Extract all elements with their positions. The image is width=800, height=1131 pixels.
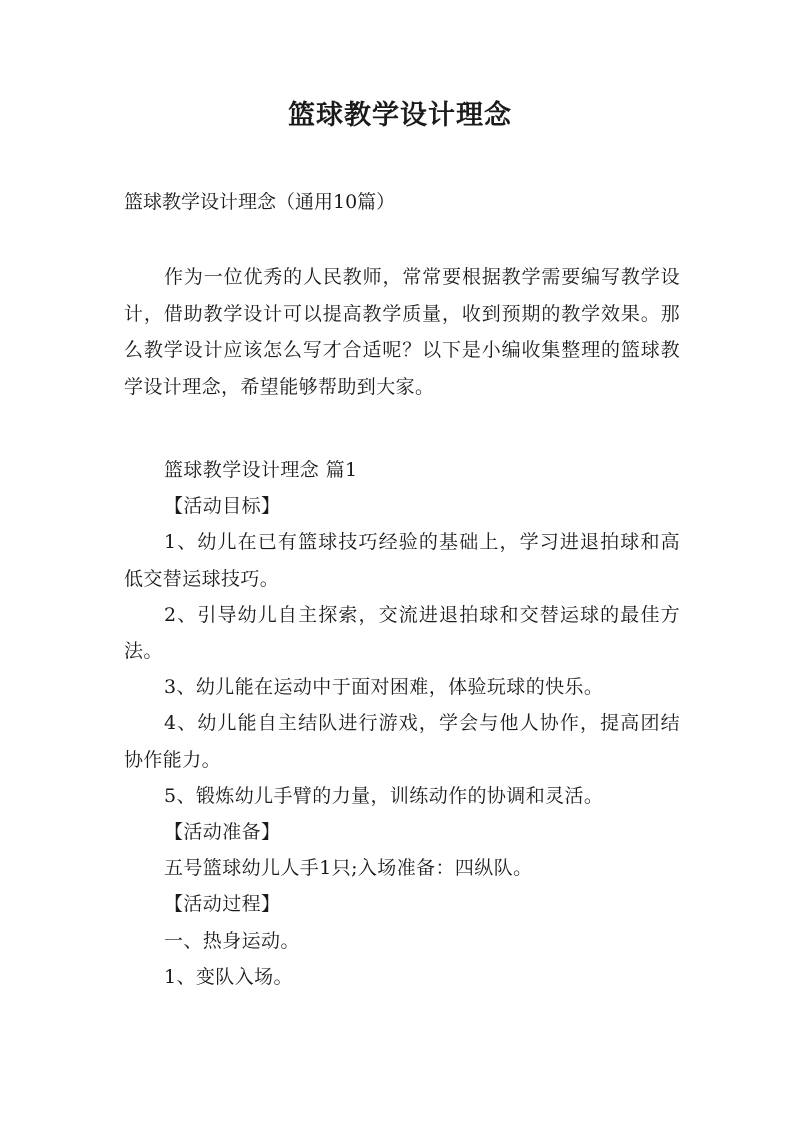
- document-subtitle: 篮球教学设计理念（通用10篇）: [124, 191, 396, 213]
- goal-item-5: 5、锻炼幼儿手臂的力量，训练动作的协调和灵活。: [164, 784, 604, 807]
- goal-item-3: 3、幼儿能在运动中于面对困难，体验玩球的快乐。: [164, 676, 604, 699]
- prep-item: 五号篮球幼儿人手1只;入场准备：四纵队。: [164, 857, 533, 880]
- section-1: [124, 452, 680, 995]
- process-label: 【活动过程】: [164, 893, 281, 916]
- section-heading: 篮球教学设计理念 篇1: [164, 459, 358, 481]
- prep-label: 【活动准备】: [164, 821, 281, 844]
- goal-item-2: 2、引导幼儿自主探索，交流进退拍球和交替运球的最佳方法。: [124, 603, 680, 663]
- goals-label: 【活动目标】: [164, 495, 281, 518]
- document-title: 篮球教学设计理念: [288, 100, 512, 131]
- process-item-1: 一、热身运动。: [164, 929, 300, 952]
- goal-item-1: 1、幼儿在已有篮球技巧经验的基础上，学习进退拍球和高低交替运球技巧。: [124, 531, 680, 590]
- goal-item-4: 4、幼儿能自主结队进行游戏，学会与他人协作，提高团结协作能力。: [124, 712, 680, 771]
- intro-paragraph: 作为一位优秀的人民教师，常常要根据教学需要编写教学设计，借助教学设计可以提高教学质量，收到预期的教学效果。那么教学设计应该怎么写才合适呢？以下是小编收集整理的篮球教学设计理念，希望能够帮助到大家。: [124, 266, 680, 398]
- process-item-2: 1、变队入场。: [164, 965, 293, 988]
